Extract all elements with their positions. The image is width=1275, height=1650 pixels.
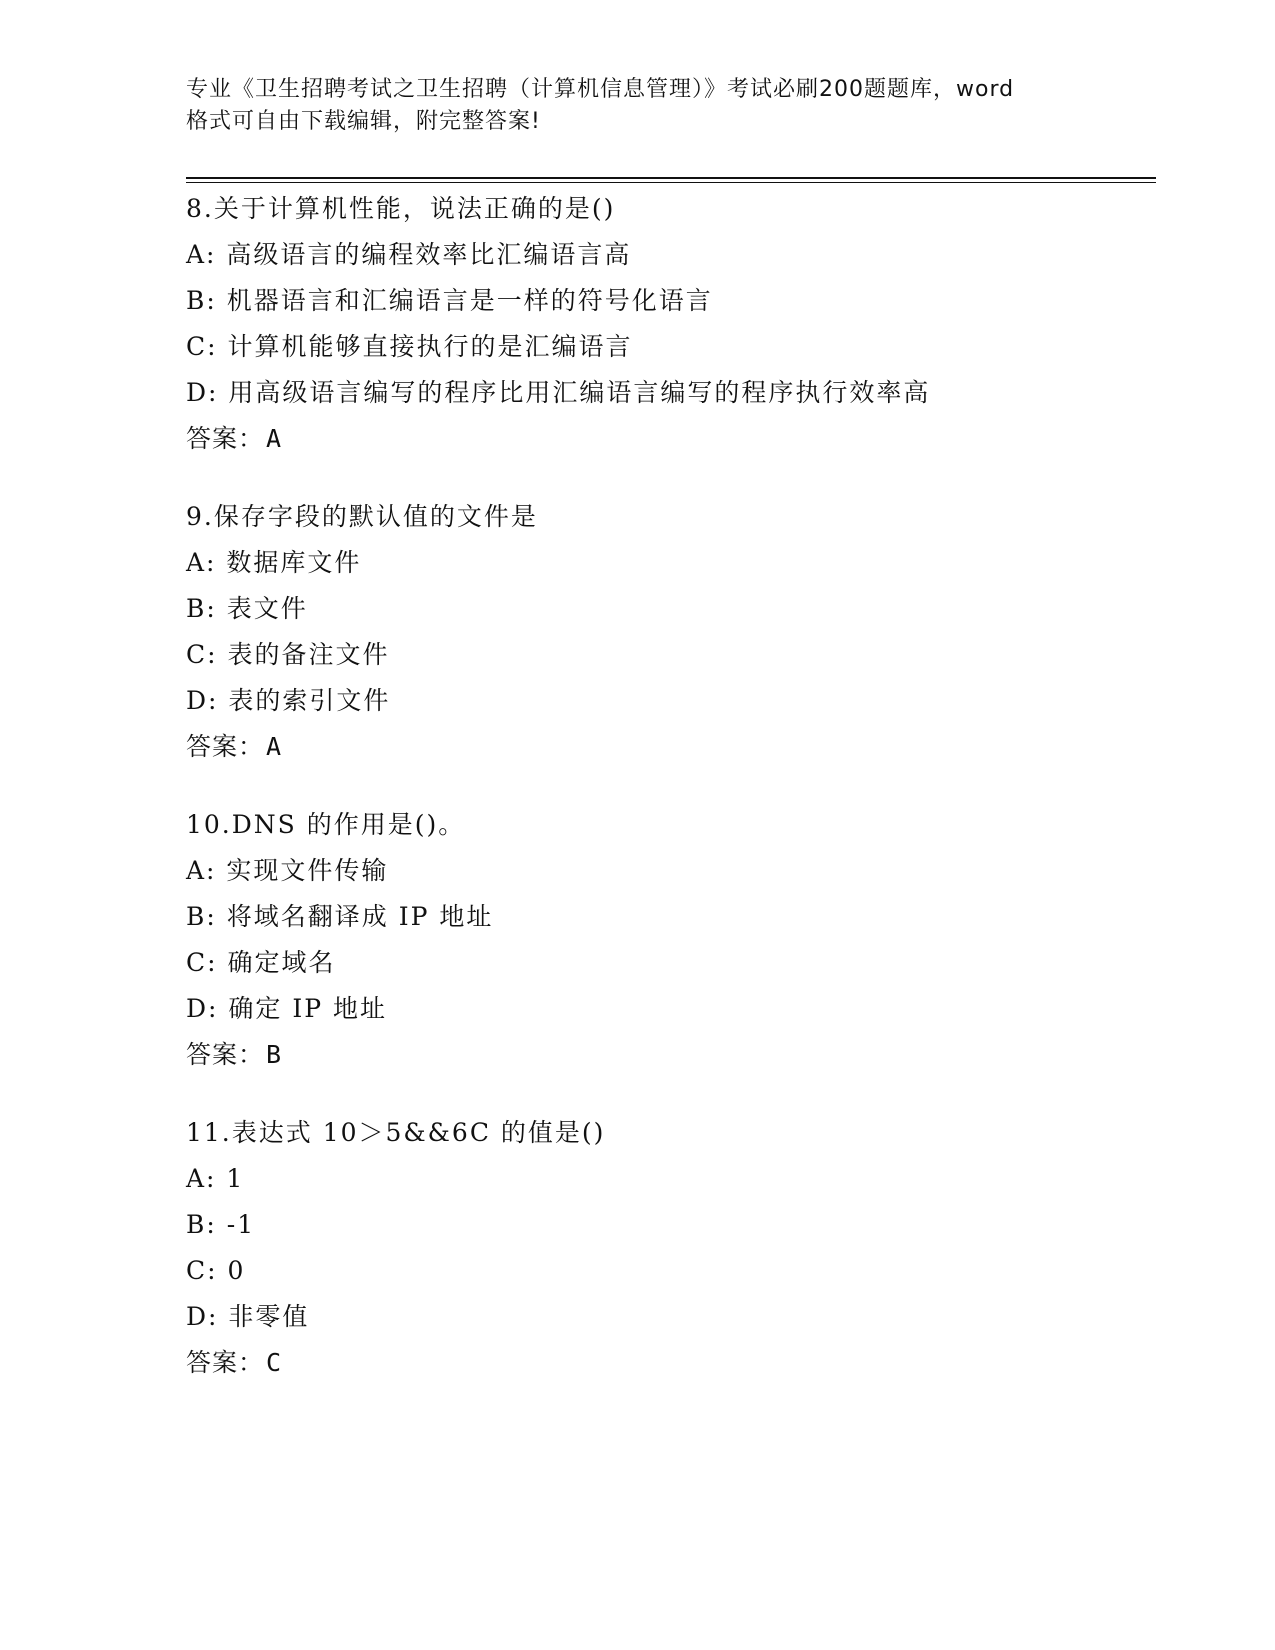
option-a: A: 高级语言的编程效率比汇编语言高 bbox=[186, 240, 632, 269]
header-divider-thick bbox=[186, 177, 1156, 179]
answer-label: 答案： bbox=[186, 424, 265, 453]
answer-value: A bbox=[266, 424, 283, 453]
question-list bbox=[186, 186, 1156, 1418]
question-stem: 11.表达式 10＞5&&6C 的值是() bbox=[186, 1118, 606, 1147]
option-c: C: 表的备注文件 bbox=[186, 640, 390, 669]
option-b: B: 表文件 bbox=[186, 594, 308, 623]
question-stem: 9.保存字段的默认值的文件是 bbox=[186, 502, 538, 531]
option-c: C: 计算机能够直接执行的是汇编语言 bbox=[186, 332, 633, 361]
option-a: A: 1 bbox=[186, 1164, 245, 1193]
document-header bbox=[186, 74, 1086, 138]
answer-label: 答案： bbox=[186, 732, 265, 761]
option-a: A: 实现文件传输 bbox=[186, 856, 389, 885]
option-d: D: 表的索引文件 bbox=[186, 686, 391, 715]
option-d: D: 非零值 bbox=[186, 1302, 310, 1331]
answer-line bbox=[186, 724, 1156, 770]
answer-label: 答案： bbox=[186, 1040, 265, 1069]
option-b: B: 将域名翻译成 IP 地址 bbox=[186, 902, 494, 931]
question-stem: 8.关于计算机性能，说法正确的是() bbox=[186, 194, 616, 223]
question-9 bbox=[186, 494, 1156, 770]
header-title-line-2: 格式可自由下载编辑，附完整答案! bbox=[186, 109, 541, 134]
question-10 bbox=[186, 802, 1156, 1078]
answer-line bbox=[186, 1340, 1156, 1386]
option-b: B: -1 bbox=[186, 1210, 256, 1239]
question-stem: 10.DNS 的作用是()。 bbox=[186, 810, 466, 839]
option-c: C: 0 bbox=[186, 1256, 246, 1285]
answer-line bbox=[186, 416, 1156, 462]
option-d: D: 用高级语言编写的程序比用汇编语言编写的程序执行效率高 bbox=[186, 378, 931, 407]
answer-label: 答案： bbox=[186, 1348, 265, 1377]
header-divider-thin bbox=[186, 182, 1156, 183]
answer-value: C bbox=[266, 1348, 283, 1377]
answer-value: A bbox=[266, 732, 283, 761]
question-11 bbox=[186, 1110, 1156, 1386]
option-a: A: 数据库文件 bbox=[186, 548, 362, 577]
answer-value: B bbox=[266, 1040, 283, 1069]
option-c: C: 确定域名 bbox=[186, 948, 336, 977]
question-8 bbox=[186, 186, 1156, 462]
header-title-line-1: 专业《卫生招聘考试之卫生招聘（计算机信息管理）》考试必刷200题题库，word bbox=[186, 77, 1015, 102]
option-d: D: 确定 IP 地址 bbox=[186, 994, 388, 1023]
answer-line bbox=[186, 1032, 1156, 1078]
option-b: B: 机器语言和汇编语言是一样的符号化语言 bbox=[186, 286, 713, 315]
